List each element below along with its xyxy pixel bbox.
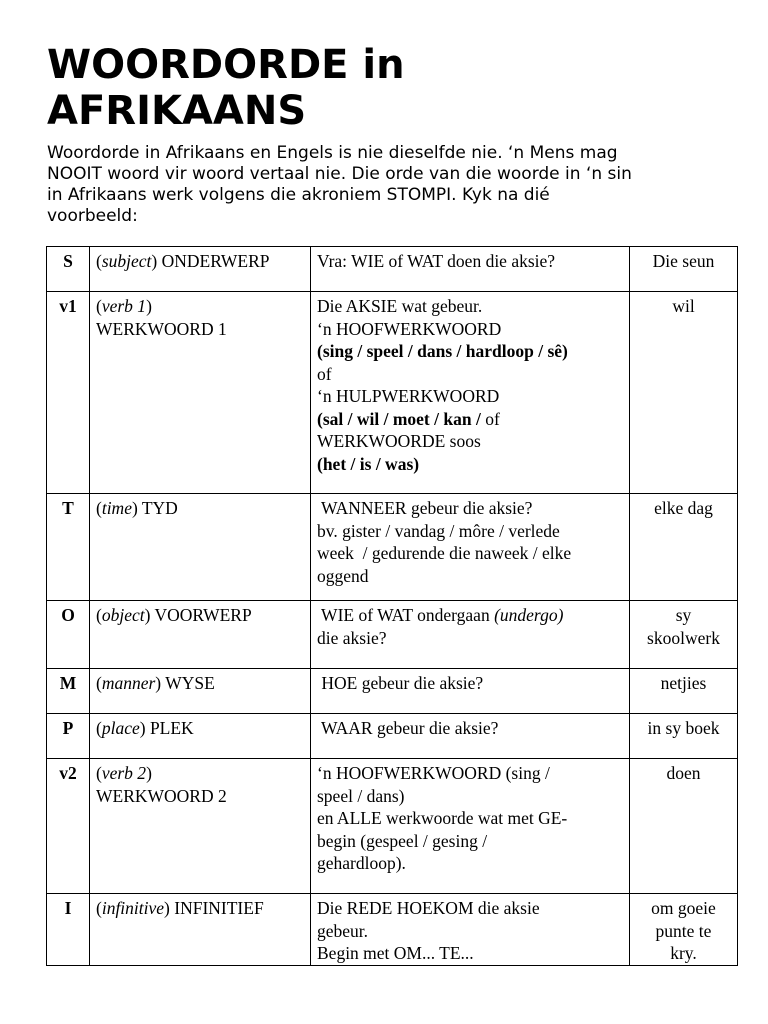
afrikaans-term: VOORWERP [154, 605, 252, 625]
description-line: en ALLE werkwoorde wat met GE- [317, 808, 568, 828]
row-term: (subject) ONDERWERP [90, 247, 311, 292]
table-row [47, 494, 738, 601]
description-line: (sing / speel / dans / hardloop / sê) [317, 341, 568, 361]
description-line: begin (gespeel / gesing / [317, 830, 488, 851]
description-line: WIE of WAT ondergaan [317, 605, 495, 625]
row-term: (place) PLEK [90, 714, 311, 759]
intro-line-2: NOOIT woord vir woord vertaal nie. Die orde van die woorde in ‘n sin [47, 164, 632, 184]
page-title [47, 42, 737, 134]
english-term: manner [101, 673, 156, 693]
row-letter: M [47, 669, 90, 714]
row-description [311, 894, 630, 966]
row-example: wil [630, 292, 738, 494]
example-line: sy [675, 605, 692, 625]
row-letter: O [47, 601, 90, 669]
example-line: kry. [670, 943, 697, 963]
row-term: (verb 1) WERKWOORD 1 [90, 292, 311, 494]
english-term: place [101, 718, 140, 738]
row-description [311, 714, 630, 759]
description-line: HOE gebeur die aksie? [317, 673, 484, 693]
english-gloss: (undergo) [494, 605, 564, 625]
description-line: bv. gister / vandag / môre / verlede [317, 520, 560, 541]
row-term: (verb 2) WERKWOORD 2 [90, 759, 311, 894]
description-line: ‘n HOOFWERKWOORD (sing / [317, 763, 550, 783]
row-example: Die seun [630, 247, 738, 292]
description-line: WAAR gebeur die aksie? [317, 718, 499, 738]
row-example: elke dag [630, 494, 738, 601]
row-term: (manner) WYSE [90, 669, 311, 714]
description-line: (het / is / was) [317, 453, 420, 474]
description-line: Die REDE HOEKOM die aksie [317, 898, 540, 918]
english-term: object [101, 605, 145, 625]
row-example: in sy boek [630, 714, 738, 759]
table-row [47, 759, 738, 894]
description-line: ‘n HULPWERKWOORD [317, 386, 500, 406]
description-line: ‘n HOOFWERKWOORD [317, 318, 502, 339]
row-description [311, 292, 630, 494]
intro-line-4: voorbeeld: [47, 206, 138, 226]
description-line: of [317, 363, 332, 384]
description-line: Vra: WIE of WAT doen die aksie? [317, 251, 556, 271]
row-description [311, 601, 630, 669]
table-row [47, 292, 738, 494]
example-line: skoolwerk [647, 627, 720, 648]
row-description [311, 494, 630, 601]
row-letter: v1 [47, 292, 90, 494]
english-term: infinitive [101, 898, 165, 918]
english-term: time [101, 498, 132, 518]
title-line-1: WOORDORDE in [47, 42, 405, 88]
row-example [630, 601, 738, 669]
example-line: punte te [655, 920, 712, 941]
intro-line-1: Woordorde in Afrikaans en Engels is nie dieselfde nie. ‘n Mens mag [47, 143, 618, 163]
description-line: oggend [317, 565, 369, 586]
row-letter: I [47, 894, 90, 966]
english-term: subject [101, 251, 152, 271]
row-description [311, 669, 630, 714]
description-line: (sal / wil / moet / kan / [317, 408, 481, 429]
description-line: die aksie? [317, 627, 387, 648]
afrikaans-term: ONDERWERP [161, 251, 270, 271]
afrikaans-term: TYD [141, 498, 178, 518]
row-letter: S [47, 247, 90, 292]
description-line: Die AKSIE wat gebeur. [317, 296, 483, 316]
intro-line-3: in Afrikaans werk volgens die akroniem STOMPI. Kyk na dié [47, 185, 550, 205]
table-row [47, 714, 738, 759]
english-term: verb 1 [101, 296, 147, 316]
intro-paragraph [47, 143, 747, 227]
afrikaans-term: INFINITIEF [174, 898, 264, 918]
row-description [311, 759, 630, 894]
afrikaans-term: WERKWOORD 2 [96, 785, 227, 806]
row-term: (infinitive) INFINITIEF [90, 894, 311, 966]
description-line: WERKWOORDE soos [317, 431, 481, 451]
description-line: gebeur. [317, 920, 369, 941]
description-line: gehardloop). [317, 853, 406, 873]
row-letter: T [47, 494, 90, 601]
table-row [47, 669, 738, 714]
afrikaans-term: WERKWOORD 1 [96, 318, 227, 339]
row-example [630, 894, 738, 966]
table-row [47, 247, 738, 292]
row-example: netjies [630, 669, 738, 714]
row-term: (time) TYD [90, 494, 311, 601]
table-row [47, 601, 738, 669]
english-term: verb 2 [101, 763, 147, 783]
afrikaans-term: PLEK [149, 718, 194, 738]
afrikaans-term: WYSE [165, 673, 215, 693]
description-line: Begin met OM... TE... [317, 943, 474, 963]
description-line: WANNEER gebeur die aksie? [317, 498, 533, 518]
row-term: (object) VOORWERP [90, 601, 311, 669]
description-line: week / gedurende die naweek / elke [317, 543, 572, 563]
row-example: doen [630, 759, 738, 894]
description-line: of [480, 408, 500, 429]
row-letter: P [47, 714, 90, 759]
title-line-2: AFRIKAANS [47, 88, 307, 134]
description-line: speel / dans) [317, 785, 405, 806]
row-description [311, 247, 630, 292]
example-line: om goeie [651, 898, 716, 918]
stompi-table [46, 246, 738, 966]
row-letter: v2 [47, 759, 90, 894]
table-row [47, 894, 738, 966]
